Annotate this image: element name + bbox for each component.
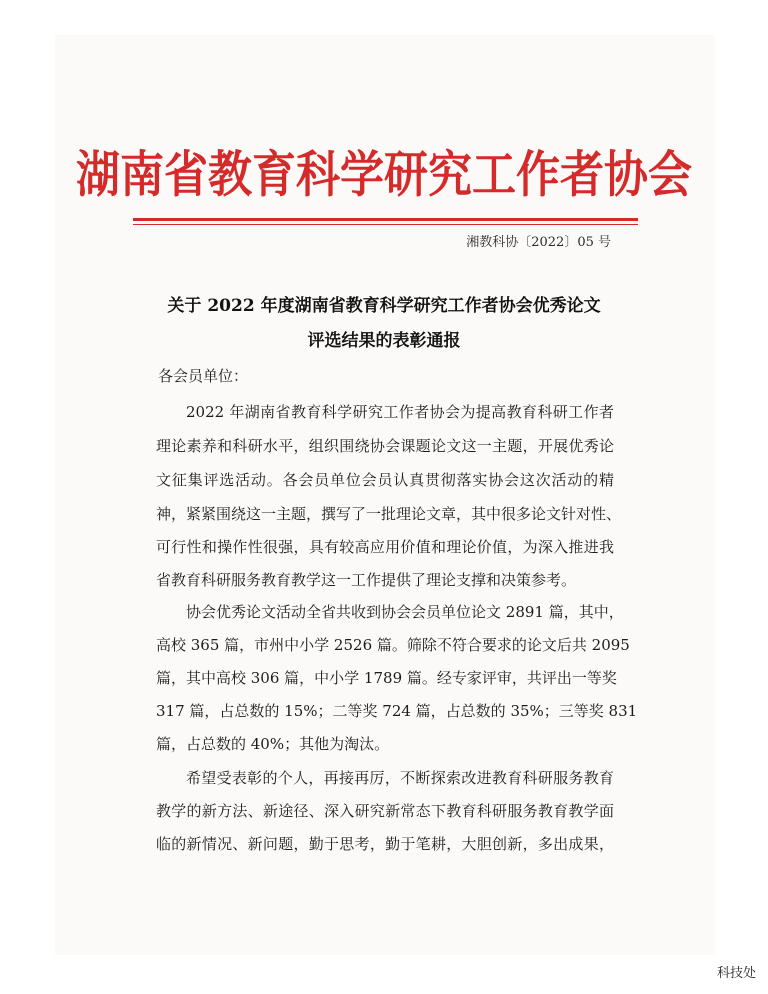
paragraph-2-line: 317 篇，占总数的 15%；二等奖 724 篇，占总数的 35%；三等奖 831 bbox=[156, 702, 638, 720]
department-label: 科技处 bbox=[716, 966, 756, 981]
paragraph-1-line: 神，紧紧围绕这一主题，撰写了一批理论文章，其中很多论文针对性、 bbox=[156, 505, 622, 523]
paragraph-1-line: 可行性和操作性很强，具有较高应用价值和理论价值，为深入推进我 bbox=[156, 538, 614, 556]
document-number: 湘教科协〔2022〕05 号 bbox=[466, 235, 611, 250]
document-title-line-2: 评选结果的表彰通报 bbox=[307, 331, 461, 351]
paragraph-1-line: 省教育科研服务教育教学这一工作提供了理论支撑和决策参考。 bbox=[156, 571, 577, 589]
document-title-line-1: 关于 2022 年度湖南省教育科学研究工作者协会优秀论文 bbox=[167, 296, 601, 316]
paragraph-2-line: 篇，其中高校 306 篇，中小学 1789 篇。经专家评审，共评出一等奖 bbox=[156, 669, 617, 687]
paragraph-2-line: 篇，占总数的 40%；其他为淘汰。 bbox=[156, 735, 390, 753]
header-rule-thick bbox=[133, 218, 638, 221]
paragraph-2-line: 高校 365 篇，市州中小学 2526 篇。筛除不符合要求的论文后共 2095 bbox=[156, 636, 630, 654]
salutation: 各会员单位： bbox=[158, 367, 249, 385]
paragraph-1-line: 理论素养和科研水平，组织围绕协会课题论文这一主题，开展优秀论 bbox=[156, 437, 614, 455]
paragraph-2-line: 协会优秀论文活动全省共收到协会会员单位论文 2891 篇，其中， bbox=[186, 603, 624, 621]
paragraph-3-line: 教学的新方法、新途径、深入研究新常态下教育科研服务教育教学面 bbox=[156, 802, 614, 820]
paragraph-3-line: 希望受表彰的个人，再接再厉，不断探索改进教育科研服务教育 bbox=[186, 769, 614, 787]
organization-header: 湖南省教育科学研究工作者协会 bbox=[76, 146, 692, 204]
paragraph-3-line: 临的新情况、新问题，勤于思考，勤于笔耕，大胆创新，多出成果， bbox=[156, 835, 614, 853]
paragraph-1-line: 2022 年湖南省教育科学研究工作者协会为提高教育科研工作者 bbox=[186, 403, 614, 421]
paragraph-1-line: 文征集评选活动。各会员单位会员认真贯彻落实协会这次活动的精 bbox=[156, 471, 614, 489]
header-rule-thin bbox=[133, 224, 638, 225]
